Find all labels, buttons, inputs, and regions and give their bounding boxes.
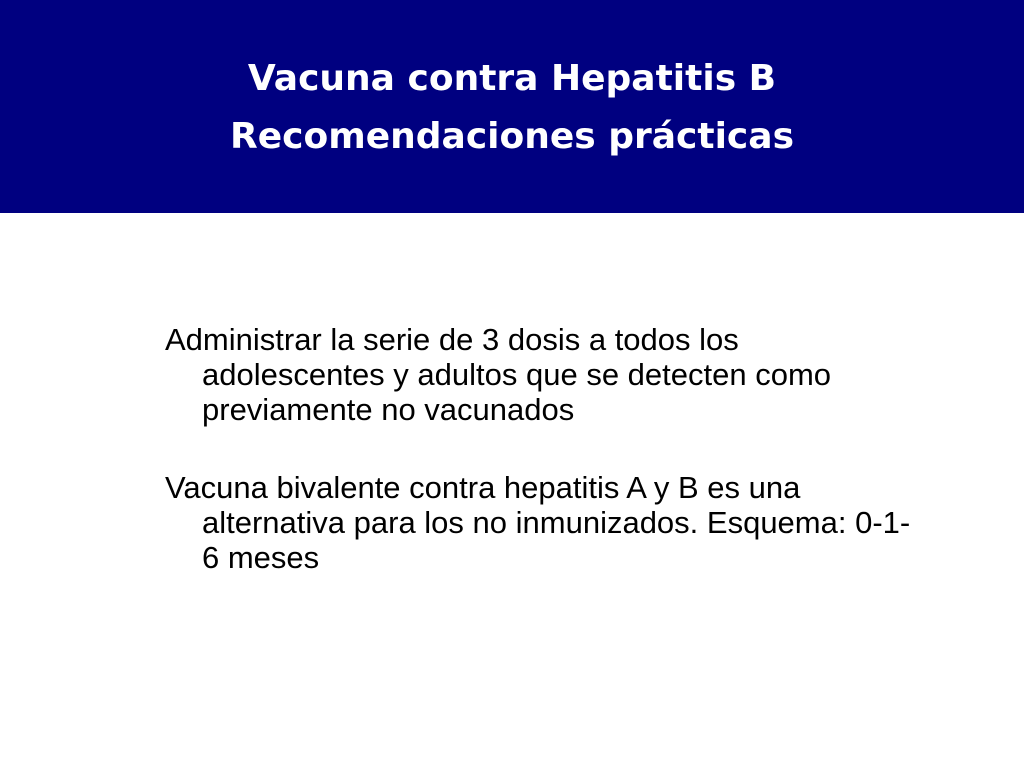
- title-banner: [0, 0, 1024, 213]
- slide-title-line-1: Vacuna contra Hepatitis B: [247, 58, 777, 99]
- slide-title: [0, 50, 1024, 166]
- slide-title-line-2: Recomendaciones prácticas: [229, 116, 794, 157]
- paragraph-administer-series: Administrar la serie de 3 dosis a todos los adolescentes y adultos que se detecten como previamente no vacunados: [165, 322, 832, 427]
- slide-body: [165, 322, 925, 618]
- paragraph-bivalent-vaccine: Vacuna bivalente contra hepatitis A y B es una alternativa para los no inmunizados. Esquema: 0-1-6 meses: [165, 470, 911, 575]
